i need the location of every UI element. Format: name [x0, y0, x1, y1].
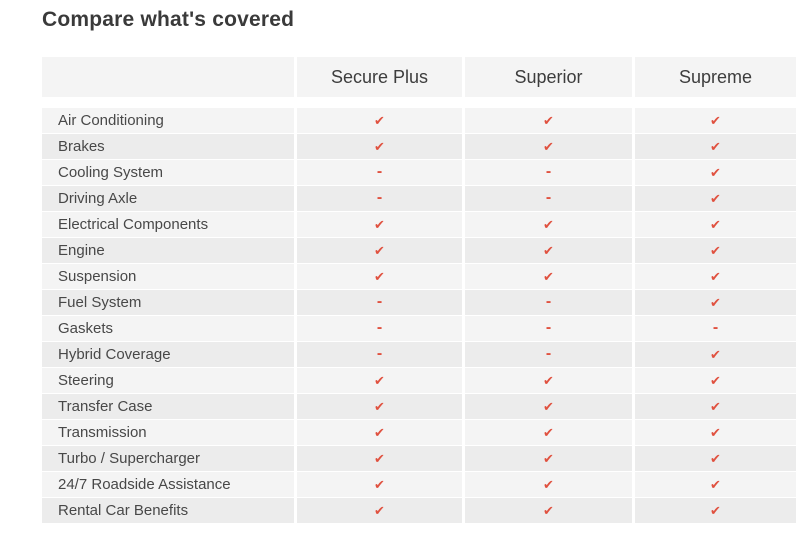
coverage-cell-secure-plus: [297, 368, 462, 393]
check-icon: ✔: [543, 451, 554, 466]
row-label: Transfer Case: [42, 394, 294, 419]
dash-icon: -: [376, 188, 383, 206]
coverage-cell-supreme: [635, 420, 796, 445]
check-icon: ✔: [374, 139, 385, 154]
dash-icon: -: [545, 188, 552, 206]
coverage-cell-supreme: [635, 290, 796, 315]
coverage-cell-supreme: [635, 394, 796, 419]
check-icon: ✔: [374, 113, 385, 128]
dash-icon: -: [545, 292, 552, 310]
row-label: Electrical Components: [42, 212, 294, 237]
coverage-cell-secure-plus: [297, 498, 462, 523]
row-label: Cooling System: [42, 160, 294, 185]
coverage-cell-secure-plus: [297, 160, 462, 185]
check-icon: ✔: [710, 139, 721, 154]
plan-column-header-secure-plus: Secure Plus: [297, 57, 462, 97]
dash-icon: -: [545, 344, 552, 362]
coverage-cell-superior: [465, 446, 632, 471]
coverage-cell-supreme: [635, 472, 796, 497]
table-row: [42, 134, 796, 159]
coverage-cell-superior: [465, 186, 632, 211]
coverage-cell-supreme: [635, 264, 796, 289]
check-icon: ✔: [543, 477, 554, 492]
check-icon: ✔: [710, 165, 721, 180]
coverage-cell-superior: [465, 108, 632, 133]
table-row: [42, 290, 796, 315]
check-icon: ✔: [710, 347, 721, 362]
coverage-cell-secure-plus: [297, 290, 462, 315]
check-icon: ✔: [374, 451, 385, 466]
check-icon: ✔: [374, 243, 385, 258]
row-label: Hybrid Coverage: [42, 342, 294, 367]
check-icon: ✔: [710, 425, 721, 440]
check-icon: ✔: [710, 295, 721, 310]
table-row: [42, 264, 796, 289]
coverage-cell-supreme: [635, 368, 796, 393]
coverage-cell-supreme: [635, 134, 796, 159]
table-row: [42, 212, 796, 237]
page-title: Compare what's covered: [42, 8, 295, 31]
check-icon: ✔: [710, 217, 721, 232]
dash-icon: -: [545, 162, 552, 180]
check-icon: ✔: [374, 477, 385, 492]
table-row: [42, 368, 796, 393]
dash-icon: -: [376, 344, 383, 362]
check-icon: ✔: [710, 451, 721, 466]
table-row: [42, 472, 796, 497]
coverage-cell-supreme: [635, 186, 796, 211]
check-icon: ✔: [543, 503, 554, 518]
feature-column-header: [42, 57, 294, 97]
check-icon: ✔: [710, 113, 721, 128]
coverage-cell-superior: [465, 212, 632, 237]
coverage-cell-secure-plus: [297, 238, 462, 263]
table-row: [42, 394, 796, 419]
coverage-cell-supreme: [635, 238, 796, 263]
check-icon: ✔: [543, 269, 554, 284]
table-row: [42, 186, 796, 211]
check-icon: ✔: [710, 269, 721, 284]
coverage-cell-superior: [465, 160, 632, 185]
dash-icon: -: [376, 318, 383, 336]
dash-icon: -: [545, 318, 552, 336]
coverage-cell-supreme: [635, 342, 796, 367]
coverage-cell-superior: [465, 342, 632, 367]
check-icon: ✔: [543, 373, 554, 388]
table-row: [42, 108, 796, 133]
coverage-cell-secure-plus: [297, 134, 462, 159]
check-icon: ✔: [374, 503, 385, 518]
check-icon: ✔: [374, 425, 385, 440]
coverage-cell-secure-plus: [297, 394, 462, 419]
coverage-cell-secure-plus: [297, 446, 462, 471]
coverage-cell-secure-plus: [297, 212, 462, 237]
coverage-comparison-table: [42, 57, 796, 524]
coverage-cell-superior: [465, 316, 632, 341]
coverage-cell-secure-plus: [297, 108, 462, 133]
row-label: Brakes: [42, 134, 294, 159]
coverage-cell-supreme: [635, 108, 796, 133]
row-label: Suspension: [42, 264, 294, 289]
row-label: 24/7 Roadside Assistance: [42, 472, 294, 497]
coverage-cell-secure-plus: [297, 186, 462, 211]
coverage-cell-secure-plus: [297, 420, 462, 445]
coverage-cell-superior: [465, 290, 632, 315]
table-body: [42, 108, 796, 523]
check-icon: ✔: [710, 191, 721, 206]
coverage-cell-superior: [465, 394, 632, 419]
row-label: Gaskets: [42, 316, 294, 341]
plan-column-header-superior: Superior: [465, 57, 632, 97]
row-label: Turbo / Supercharger: [42, 446, 294, 471]
coverage-cell-supreme: [635, 498, 796, 523]
row-label: Fuel System: [42, 290, 294, 315]
coverage-cell-secure-plus: [297, 342, 462, 367]
coverage-cell-superior: [465, 472, 632, 497]
table-row: [42, 342, 796, 367]
coverage-cell-secure-plus: [297, 472, 462, 497]
coverage-cell-superior: [465, 498, 632, 523]
row-label: Transmission: [42, 420, 294, 445]
check-icon: ✔: [374, 373, 385, 388]
dash-icon: -: [376, 162, 383, 180]
check-icon: ✔: [543, 113, 554, 128]
row-label: Rental Car Benefits: [42, 498, 294, 523]
table-row: [42, 446, 796, 471]
table-row: [42, 316, 796, 341]
coverage-cell-superior: [465, 238, 632, 263]
coverage-cell-supreme: [635, 316, 796, 341]
table-row: [42, 498, 796, 523]
row-label: Air Conditioning: [42, 108, 294, 133]
coverage-cell-secure-plus: [297, 264, 462, 289]
dash-icon: -: [376, 292, 383, 310]
coverage-cell-supreme: [635, 446, 796, 471]
table-row: [42, 160, 796, 185]
coverage-cell-superior: [465, 420, 632, 445]
check-icon: ✔: [543, 425, 554, 440]
check-icon: ✔: [710, 243, 721, 258]
check-icon: ✔: [543, 243, 554, 258]
check-icon: ✔: [543, 399, 554, 414]
coverage-cell-supreme: [635, 160, 796, 185]
plan-column-header-supreme: Supreme: [635, 57, 796, 97]
check-icon: ✔: [710, 373, 721, 388]
coverage-cell-secure-plus: [297, 316, 462, 341]
table-row: [42, 238, 796, 263]
check-icon: ✔: [374, 217, 385, 232]
row-label: Steering: [42, 368, 294, 393]
row-label: Driving Axle: [42, 186, 294, 211]
check-icon: ✔: [710, 399, 721, 414]
coverage-cell-superior: [465, 368, 632, 393]
table-header-row: [42, 57, 796, 97]
check-icon: ✔: [710, 503, 721, 518]
table-row: [42, 420, 796, 445]
coverage-cell-supreme: [635, 212, 796, 237]
check-icon: ✔: [543, 139, 554, 154]
row-label: Engine: [42, 238, 294, 263]
check-icon: ✔: [710, 477, 721, 492]
check-icon: ✔: [374, 399, 385, 414]
coverage-cell-superior: [465, 264, 632, 289]
dash-icon: -: [712, 318, 719, 336]
coverage-cell-superior: [465, 134, 632, 159]
check-icon: ✔: [374, 269, 385, 284]
check-icon: ✔: [543, 217, 554, 232]
